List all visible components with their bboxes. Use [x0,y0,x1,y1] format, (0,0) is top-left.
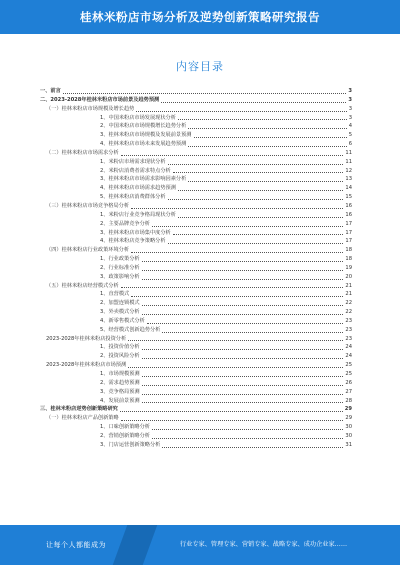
toc-entry-page: 26 [345,379,352,386]
toc-entry-title: 5、经营模式创新趋势分析 [100,326,161,333]
report-title: 桂林米粉店市场分析及逆势创新策略研究报告 [80,10,320,24]
toc-leader-dots [128,367,343,368]
toc-entry[interactable] [40,175,352,184]
toc-entry-title: （三）桂林米粉店市场竞争格局分析 [46,202,130,209]
toc-entry-title: 3、政策影响分析 [100,273,140,280]
footer-banner [0,525,400,565]
toc-entry[interactable] [40,246,352,255]
toc-entry-page: 12 [345,167,352,174]
toc-entry-title: 2、营销创新策略分析 [100,432,150,439]
toc-entry-page: 17 [345,229,352,236]
toc-entry[interactable] [40,229,352,238]
toc-entry-title: （二）桂林米粉店市场需求分析 [46,149,119,156]
toc-entry-title: 4、桂林米粉店市场需求趋势预测 [100,185,176,192]
toc-entry-title: 1、中国米粉店市场发展现状分析 [100,114,176,121]
toc-entry-title: 1、米粉店市场需求现状分析 [100,158,166,165]
toc-entry-page: 23 [345,317,352,324]
toc-entry[interactable] [40,432,352,441]
toc-entry[interactable] [40,105,352,114]
toc-entry-title: 2023-2028年桂林米粉店市场预测 [46,362,127,369]
toc-entry[interactable] [40,335,352,344]
toc-entry-title: （一）桂林米粉店产品创新策略 [46,415,119,422]
toc-entry[interactable] [40,414,352,423]
toc-entry-page: 15 [345,194,352,201]
toc-leader-dots [121,287,344,288]
toc-entry-page: 16 [345,202,352,209]
toc-entry-page: 30 [345,424,352,431]
toc-entry-page: 30 [345,432,352,439]
toc-entry[interactable] [40,352,352,361]
toc-entry-page: 18 [345,247,352,254]
toc-entry-page: 21 [345,291,352,298]
toc-entry-title: 2、中国米粉店市场规模增长趋势分析 [100,123,187,130]
toc-leader-dots [142,402,344,403]
table-of-contents [40,87,352,522]
toc-leader-dots [142,270,344,271]
toc-entry[interactable] [40,423,352,432]
toc-leader-dots [142,314,344,315]
toc-leader-dots [142,349,344,350]
toc-entry-page: 24 [345,353,352,360]
toc-leader-dots [152,429,343,430]
toc-leader-dots [188,128,346,129]
toc-entry[interactable] [40,308,352,317]
toc-entry-page: 19 [345,264,352,271]
toc-entry[interactable] [40,255,352,264]
toc-entry-page: 29 [345,415,352,422]
toc-entry-title: （四）桂林米粉店行业政策环境分析 [46,247,130,254]
toc-entry[interactable] [40,167,352,176]
toc-leader-dots [168,199,344,200]
toc-leader-dots [173,234,344,235]
toc-entry-title: 1、投资价值分析 [100,344,140,351]
toc-entry-title: 4、桂林米粉店市场未来发展趋势预测 [100,141,187,148]
toc-entry[interactable] [40,317,352,326]
toc-leader-dots [121,420,344,421]
toc-entry-page: 5 [348,132,352,139]
toc-entry-page: 17 [345,220,352,227]
toc-leader-dots [188,146,346,147]
toc-leader-dots [168,243,344,244]
toc-leader-dots [168,164,344,165]
toc-entry[interactable] [40,326,352,335]
toc-leader-dots [131,208,343,209]
toc-leader-dots [128,340,343,341]
footer-tagline: 行业专家、管理专家、营销专家、战略专家、成功企业家…… [180,541,348,548]
toc-leader-dots [161,102,346,103]
toc-entry-title: （五）桂林米粉店经营模式分析 [46,282,119,289]
toc-entry[interactable] [40,220,352,229]
toc-entry-title: （一）桂林米粉店市场规模及增长趋势 [46,105,135,112]
toc-entry-page: 6 [348,141,352,148]
toc-entry-title: 1、直营模式 [100,291,130,298]
toc-leader-dots [147,323,344,324]
toc-leader-dots [63,93,347,94]
toc-entry-page: 13 [345,176,352,183]
toc-entry-title: 3、门店运营创新策略分析 [100,441,161,448]
toc-entry[interactable] [40,282,352,291]
toc-entry-page: 28 [345,397,352,404]
toc-entry-title: 4、桂林米粉店竞争策略分析 [100,238,166,245]
toc-entry-page: 22 [345,309,352,316]
toc-entry[interactable] [40,184,352,193]
toc-entry-page: 22 [345,300,352,307]
toc-leader-dots [131,296,343,297]
toc-entry-title: 1、米粉店行业竞争格局现状分析 [100,211,176,218]
toc-leader-dots [142,376,344,377]
toc-entry[interactable] [40,96,352,105]
toc-entry[interactable] [40,290,352,299]
toc-entry-page: 18 [345,256,352,263]
toc-heading: 内容目录 [176,60,224,73]
toc-leader-dots [178,190,343,191]
toc-leader-dots [142,305,344,306]
toc-leader-dots [131,252,343,253]
toc-entry-title: 三、桂林米粉店逆势创新策略研究 [40,406,118,413]
toc-entry-title: 5、桂林米粉店消费群体分析 [100,194,166,201]
toc-entry-title: 1、行业政策分析 [100,256,140,263]
toc-entry-page: 3 [348,105,352,112]
toc-entry[interactable] [40,441,352,450]
toc-entry-title: 2、需求趋势预测 [100,379,140,386]
toc-leader-dots [121,155,344,156]
toc-entry-title: 3、竞争格局预测 [100,388,140,395]
toc-entry-title: 3、桂林米粉店市场集中度分析 [100,229,171,236]
toc-entry[interactable] [40,405,352,414]
toc-entry[interactable] [40,361,352,370]
toc-entry-title: 2、米粉店消费者需求特点分析 [100,167,171,174]
toc-entry[interactable] [40,343,352,352]
toc-leader-dots [142,261,344,262]
toc-entry-page: 3 [348,88,352,94]
toc-entry-page: 23 [345,335,352,342]
toc-entry-title: 2023-2028年桂林米粉店投资分析 [46,335,127,342]
toc-entry-title: 1、口味创新策略分析 [100,424,150,431]
toc-entry-title: 1、市场规模预测 [100,371,140,377]
toc-leader-dots [178,119,347,120]
toc-entry-page: 25 [345,362,352,369]
toc-entry-page: 24 [345,344,352,351]
toc-leader-dots [142,279,344,280]
toc-entry[interactable] [40,211,352,220]
toc-entry-page: 3 [348,114,352,121]
toc-entry-page: 25 [345,371,352,377]
toc-entry-page: 11 [345,158,352,165]
toc-entry-title: 3、外卖模式分析 [100,309,140,316]
toc-entry-title: 二、2023-2028年桂林米粉店市场前景及趋势预测 [40,96,160,103]
toc-entry[interactable] [40,397,352,406]
toc-entry-title: 2、投资风险分析 [100,353,140,360]
toc-leader-dots [162,332,343,333]
toc-entry-title: 2、主要品牌竞争分析 [100,220,150,227]
toc-entry-title: 4、发展前景预测 [100,397,140,404]
toc-entry-page: 14 [345,185,352,192]
toc-entry[interactable] [40,237,352,246]
toc-leader-dots [188,181,343,182]
toc-leader-dots [152,226,343,227]
toc-entry[interactable] [40,87,352,96]
toc-entry[interactable] [40,388,352,397]
toc-leader-dots [142,394,344,395]
toc-entry[interactable] [40,379,352,388]
toc-entry[interactable] [40,114,352,123]
toc-entry[interactable] [40,202,352,211]
toc-leader-dots [120,411,343,412]
toc-entry[interactable] [40,149,352,158]
toc-entry-title: 4、新零售模式分析 [100,317,145,324]
toc-leader-dots [162,447,343,448]
toc-leader-dots [136,111,346,112]
toc-entry-page: 3 [348,96,352,103]
toc-entry[interactable] [40,140,352,149]
toc-entry[interactable] [40,370,352,379]
toc-entry[interactable] [40,193,352,202]
toc-entry-title: 2、行业标准分析 [100,264,140,271]
toc-entry[interactable] [40,273,352,282]
toc-leader-dots [173,172,344,173]
toc-entry[interactable] [40,299,352,308]
toc-entry[interactable] [40,158,352,167]
toc-entry-page: 29 [344,406,352,413]
toc-leader-dots [194,137,347,138]
toc-leader-dots [152,438,343,439]
report-header [0,0,400,34]
toc-entry[interactable] [40,264,352,273]
toc-entry-title: 2、加盟连锁模式 [100,300,140,307]
toc-entry-page: 21 [345,282,352,289]
toc-entry-title: 3、桂林米粉店市场规模及发展前景预测 [100,132,192,139]
toc-entry[interactable] [40,131,352,140]
toc-entry-page: 23 [345,326,352,333]
toc-entry-page: 11 [345,149,352,156]
footer-slogan: 让每个人都能成为 [46,541,106,549]
toc-leader-dots [142,385,344,386]
toc-entry-page: 31 [345,441,352,448]
toc-entry-title: 3、桂林米粉店市场需求影响因素分析 [100,176,187,183]
toc-leader-dots [142,358,344,359]
toc-entry-page: 20 [345,273,352,280]
toc-leader-dots [178,217,343,218]
toc-entry[interactable] [40,122,352,131]
toc-entry-page: 27 [345,388,352,395]
toc-entry-title: 一、前言 [40,88,61,94]
toc-entry-page: 16 [345,211,352,218]
toc-entry-page: 17 [345,238,352,245]
footer-divider-shape [113,525,158,565]
toc-entry-page: 4 [348,123,352,130]
